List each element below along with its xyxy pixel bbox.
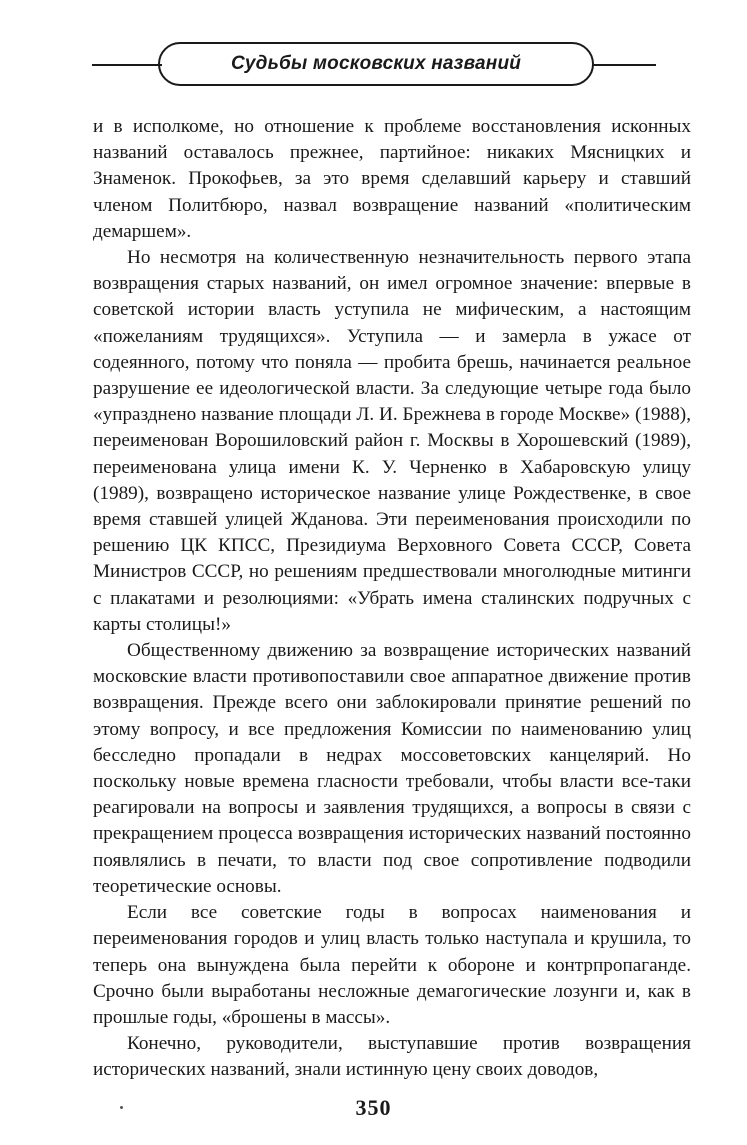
header-rule-left (92, 64, 162, 66)
running-head-title: Судьбы московских названий (230, 53, 522, 74)
running-header (0, 38, 747, 92)
paragraph: Общественному движению за возвращение исторических названий московские власти противопоставили свое аппаратное движение против возвращения. Прежде всего они заблокировали принятие решений по этому вопросу, и все предложения Комиссии по наименованию улиц бесследно пропадали в недрах моссоветовских канцелярий. Но поскольку новые времена гласности требовали, чтобы власти все-таки реагировали на вопросы и заявления трудящихся, а вопросы в связи с прекращением процесса возвращения исторических названий постоянно появлялись в печати, то власти под свое сопротивление подводили теоретические основы. (93, 640, 691, 897)
page-number: 350 (355, 1095, 392, 1120)
header-frame (158, 42, 594, 86)
paragraph: Если все советские годы в вопросах наименования и переименования городов и улиц власть только наступала и крушила, то теперь она вынуждена была перейти к обороне и контрпропаганде. Срочно были выработаны несложные демагогические лозунги и, как в прошлые годы, «брошены в массы». (93, 902, 691, 1028)
paragraph: и в исполкоме, но отношение к проблеме восстановления исконных названий оставалось прежнее, партийное: никаких Мясницких и Знаменок. Прокофьев, за это время сделавший карьеру и ставший членом Политбюро, назвал возвращение названий «политическим демаршем». (93, 116, 691, 242)
header-rule-right (592, 64, 656, 66)
paragraph: Конечно, руководители, выступавшие против возвращения исторических названий, знали истинную цену своих доводов, (93, 1033, 691, 1081)
paragraph: Но несмотря на количественную незначительность первого этапа возвращения старых названий, он имел огромное значение: впервые в советской истории власть уступила не мифическим, а настоящим «пожеланиям трудящихся». Уступила — и замерла в ужасе от содеянного, потому что поняла — пробита брешь, начинается реальное разрушение ее идеологической власти. За следующие четыре года было «упразднено название площади Л. И. Брежнева в городе Москве» (1988), переименован Ворошиловский район г. Москвы в Хорошевский (1989), переименована улица имени К. У. Черненко в Хабаровскую улицу (1989), возвращено историческое название улице Рождественке, в свое время ставшей улицей Жданова. Эти переименования происходили по решению ЦК КПСС, Президиума Верховного Совета СССР, Совета Министров СССР, но решениям предшествовали многолюдные митинги с плакатами и резолюциями: «Убрать имена сталинских подручных с карты столицы!» (93, 247, 691, 635)
body-text (93, 114, 691, 1084)
